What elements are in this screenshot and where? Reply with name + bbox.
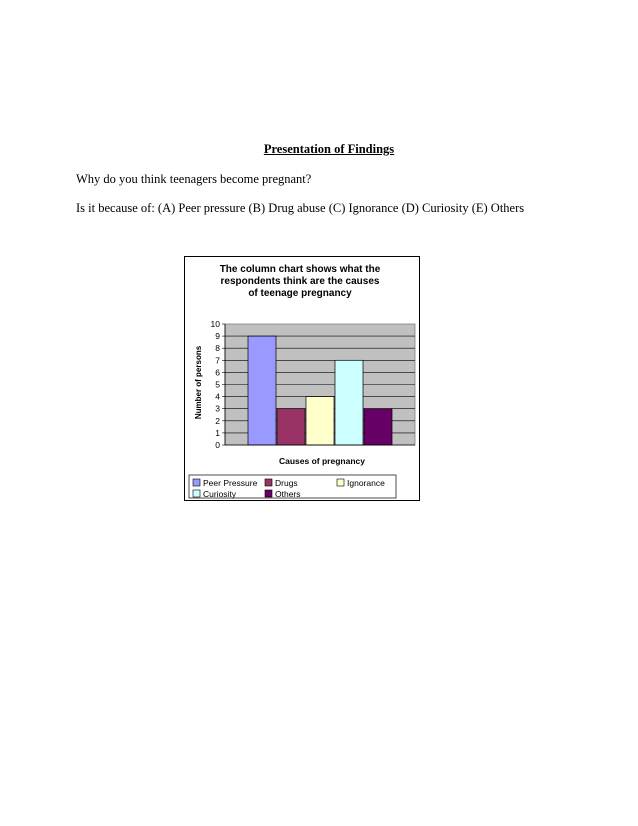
column-chart — [185, 257, 419, 500]
legend-swatch-others — [265, 490, 272, 497]
y-tick-label: 7 — [215, 355, 220, 366]
chart-title-line: of teenage pregnancy — [248, 288, 352, 299]
legend-label-others: Others — [275, 489, 301, 499]
chart-frame — [184, 256, 420, 501]
options-text: Is it because of: (A) Peer pressure (B) Drug abuse (C) Ignorance (D) Curiosity (E) Others — [76, 201, 525, 215]
legend-label-peer-pressure: Peer Pressure — [203, 478, 258, 488]
legend-label-curiosity: Curiosity — [203, 489, 237, 499]
y-tick-label: 4 — [215, 391, 220, 402]
chart-title-line: The column chart shows what the — [219, 264, 381, 275]
legend-label-ignorance: Ignorance — [347, 478, 385, 488]
y-tick-label: 8 — [215, 343, 220, 354]
y-tick-label: 5 — [215, 379, 220, 390]
y-tick-label: 9 — [215, 331, 220, 342]
y-tick-label: 10 — [210, 319, 220, 329]
y-tick-label: 6 — [215, 367, 220, 378]
bar-drugs — [277, 409, 305, 445]
bar-others — [364, 409, 392, 445]
bar-curiosity — [335, 360, 363, 445]
y-tick-label: 3 — [215, 403, 220, 414]
legend-swatch-curiosity — [193, 490, 200, 497]
question-text: Why do you think teenagers become pregnant? — [76, 172, 312, 186]
chart-title-line: respondents think are the causes — [220, 276, 380, 287]
bar-ignorance — [306, 397, 334, 445]
x-axis-label: Causes of pregnancy — [279, 456, 365, 466]
y-axis-label: Number of persons — [194, 345, 203, 420]
y-tick-label: 0 — [215, 440, 220, 450]
page-heading: Presentation of Findings — [263, 142, 395, 156]
legend-swatch-drugs — [265, 479, 272, 486]
legend-swatch-ignorance — [337, 479, 344, 486]
y-tick-label: 2 — [215, 415, 220, 426]
legend-swatch-peer-pressure — [193, 479, 200, 486]
bar-peer-pressure — [248, 336, 276, 445]
legend-label-drugs: Drugs — [275, 478, 298, 488]
y-tick-label: 1 — [215, 427, 220, 438]
